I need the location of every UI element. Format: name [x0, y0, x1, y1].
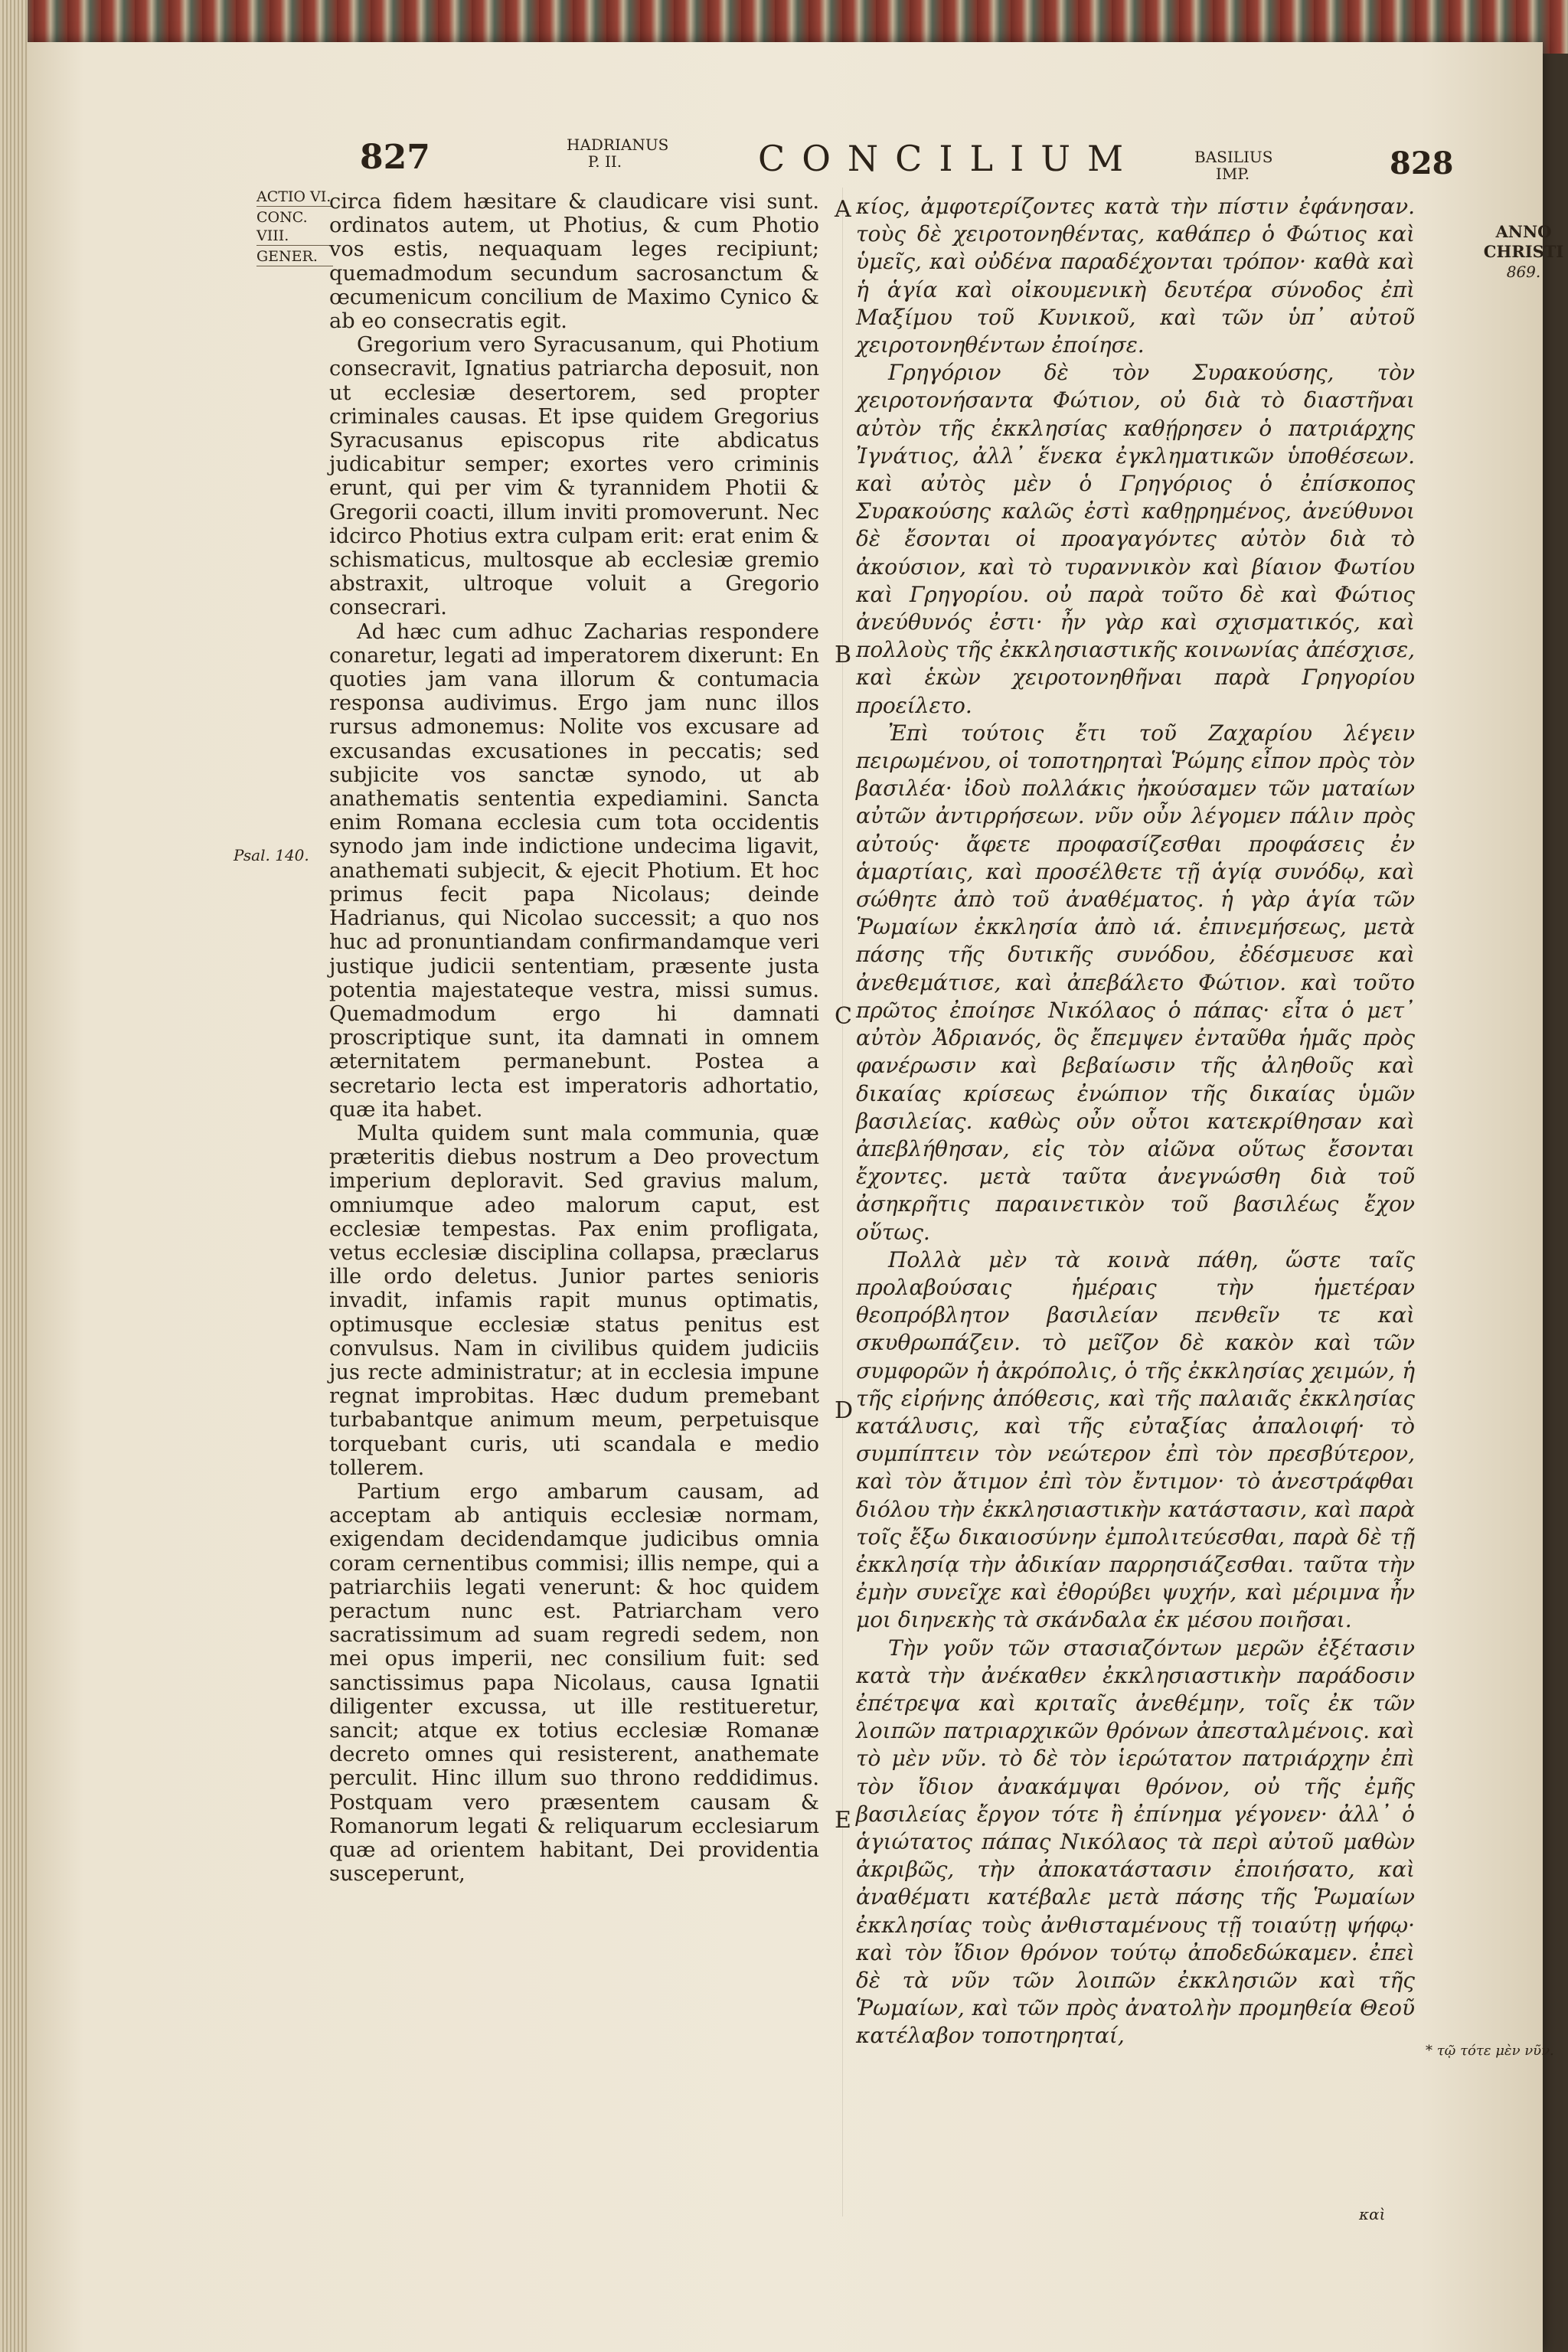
- margin-gener: GENER.: [256, 247, 333, 266]
- right-margin-variant-note: * τῷ τότε μὲν νῦν.: [1426, 2043, 1554, 2059]
- greek-paragraph: Πολλὰ μὲν τὰ κοινὰ πάθη, ὥστε ταῖς προλαβούσαις ἡμέραις τὴν ἡμετέραν θεοπρόβλητον βασιλείαν πενθεῖν τε καὶ σκυθρωπάζειν. τὸ μεῖζον δὲ κακὸν καὶ τῶν συμφορῶν ἡ ἀκρόπολις, ὁ τῆς ἐκκλησίας χειμών, ἡ τῆς εἰρήνης ἀπόθεσις, καὶ τῆς παλαιᾶς ἐκκλησίας κατάλυσις, καὶ τῆς εὐταξίας ἀπαλοιφή· τὸ συμπίπτειν τὸν νεώτερον ἐπὶ τὸν πρεσβύτερον, καὶ τὸν ἄτιμον ἐπὶ τὸν ἔντιμον· τὸ ἀνεστράφθαι διόλου τὴν ἐκκλησιαστικὴν κατάστασιν, καὶ παρὰ τοῖς ἔξω δικαιοσύνην ἐμπολιτεύεσθαι, παρὰ δὲ τῇ ἐκκλησίᾳ τὴν ἀδικίαν παρρησιάζεσθαι. ταῦτα τὴν ἐμὴν συνεῖχε καὶ ἐθορύβει ψυχήν, καὶ μέριμνα ἦν μοι διηνεκὴς τὰ σκάνδαλα ἐκ μέσου ποιῆσαι.: [856, 1246, 1415, 1633]
- page-edges: [0, 0, 28, 2352]
- greek-paragraph: Τὴν γοῦν τῶν στασιαζόντων μερῶν ἐξέτασιν κατὰ τὴν ἀνέκαθεν ἐκκλησιαστικὴν παράδοσιν ἐπέτρεψα καὶ κριταῖς ἀνεθέμην, τοῖς ἐκ τῶν λοιπῶν πατριαρχικῶν θρόνων ἀπεσταλμένοις. καὶ τὸ μὲν νῦν. τὸ δὲ τὸν ἱερώτατον πατριάρχην ἐπὶ τὸν ἴδιον ἀνακάμψαι θρόνον, οὐ τῆς ἐμῆς βασιλείας ἔργον τότε ἢ ἐπίνημα γέγονεν· ἀλλ᾽ ὁ ἁγιώτατος πάπας Νικόλαος τὰ περὶ αὐτοῦ μαθὼν ἀκριβῶς, τὴν ἀποκατάστασιν ἐποιήσατο, καὶ ἀναθέματι κατέβαλε μετὰ πάσης τῆς Ῥωμαίων ἐκκλησίας τοὺς ἀνθισταμένους τῇ τοιαύτῃ ψήφῳ· καὶ τὸν ἴδιον θρόνον τούτῳ ἀποδεδώκαμεν. ἐπεὶ δὲ τὰ νῦν τῶν λοιπῶν ἐκκλησιῶν καὶ τῆς Ῥωμαίων, καὶ τῶν πρὸς ἀνατολὴν προμηθεία Θεοῦ κατέλαβον τοποτηρηταί,: [856, 1635, 1415, 2049]
- psalm-reference: Psal. 140.: [234, 846, 309, 864]
- section-marker-e: E: [835, 1807, 851, 1834]
- running-head-right: BASILIUS IMP.: [1194, 148, 1273, 183]
- latin-paragraph: Ad hæc cum adhuc Zacharias respondere conaretur, legati ad imperatorem dixerunt: En quoties jam vana illorum & contumacia responsa audivimus. Ergo jam nunc illos rursus admonemus: Nolite vos excusare ad excusandas excusationes in peccatis; sed subjicite vos sanctæ synodo, ut ab anathematis sententia expediamini. Sancta enim Romana ecclesia cum tota occidentis synodo jam inde indictione undecima ligavit, anathemati subjecit, & ejecit Photium. Et hoc primus fecit papa Nicolaus; deinde Hadrianus, qui Nicolao successit; a quo nos huc ad pronuntiandam confirmandamque veri justique judicii sententiam, præsente justa potentia majestateque vestra, missi sumus. Quemadmodum ergo hi damnati proscriptique sunt, ita damnati in omnem æternitatem permanebunt. Postea a secretario lecta est imperatoris adhortatio, quæ ita habet.: [329, 619, 819, 1122]
- page-number-right: 828: [1390, 145, 1454, 181]
- section-marker-a: A: [835, 196, 851, 223]
- page-number-left: 827: [360, 138, 430, 177]
- latin-paragraph: Partium ergo ambarum causam, ad acceptam ab antiquis ecclesiæ normam, exigendam decidendamque judicibus omnia coram cernentibus commisi; illis nempe, qui a patriarchiis legati venerunt: & hoc quidem peractum nunc est. Patriarcham vero sacratissimum ad suam regredi sedem, non mei opus imperii, nec consilium fuit: sed sanctissimus papa Nicolaus, causa Ignatii diligenter excussa, ut ille restitueretur, sancit; atque ex totius ecclesiæ Romanæ decreto omnes qui resisterent, anathemate perculit. Hinc illum suo throno reddidimus. Postquam vero præsentem causam & Romanorum legati & reliquarum ecclesiarum quæ ad orientem habitant, Dei providentia susceperunt,: [329, 1479, 819, 1886]
- anno-label: ANNO CHRISTI: [1483, 222, 1564, 261]
- section-marker-b: B: [835, 642, 852, 668]
- section-marker-d: D: [835, 1397, 854, 1424]
- latin-paragraph: circa fidem hæsitare & claudicare visi sunt. ordinatos autem, ut Photius, & cum Photio vos estis, nequaquam leges recipiunt; quemadmodum secundum sacrosanctum & œcumenicum concilium de Maximo Cynico & ab eo consecratis egit.: [329, 190, 819, 334]
- greek-paragraph: κίος, ἀμφοτερίζοντες κατὰ τὴν πίστιν ἐφάνησαν. τοὺς δὲ χειροτονηθέντας, καθάπερ ὁ Φώτιος καὶ ὑμεῖς, καὶ οὐδένα παραδέχονται τρόπον· καθὰ καὶ ἡ ἁγία καὶ οἰκουμενικὴ δευτέρα σύνοδος ἐπὶ Μαξίμου τοῦ Κυνικοῦ, καὶ τῶν ὑπ᾽ αὐτοῦ χειροτονηθέντων ἐποίησε.: [856, 194, 1415, 358]
- latin-paragraph: Gregorium vero Syracusanum, qui Photium consecravit, Ignatius patriarcha deposuit, non ut ecclesiæ desertorem, sed propter criminales causas. Et ipse quidem Gregorius Syracusanus episcopus rite abdicatus judicabitur semper; exortes vero criminis erunt, qui per vim & tyrannidem Photii & Gregorii coacti, illum inviti promoverunt. Nec idcirco Photius extra culpam erit: erat enim & schismaticus, multosque ab ecclesiæ gremio abstraxit, ultroque voluit a Gregorio consecrari.: [329, 333, 819, 620]
- latin-paragraph: Multa quidem sunt mala communia, quæ præteritis diebus nostrum a Deo provectum imperium deploravit. Sed gravius malum, omniumque adeo malorum caput, est ecclesiæ tempestas. Pax enim profligata, vetus ecclesiæ disciplina collapsa, præclarus ille ordo deletus. Junior partes senioris invadit, infamis rapit munus optimatis, optimusque ecclesiæ status penitus est convulsus. Nam in civilibus quidem judiciis jus recte administratur; at in ecclesia impune regnat improbitas. Hæc dudum premebant turbabantque animum meum, perpetuisque torquebant curis, uti scandala e medio tollerem.: [329, 1121, 819, 1480]
- column-divider: [842, 188, 843, 2216]
- greek-paragraph: Ἐπὶ τούτοις ἔτι τοῦ Ζαχαρίου λέγειν πειρωμένου, οἱ τοποτηρηταὶ Ῥώμης εἶπον πρὸς τὸν βασιλέα· ἰδοὺ πολλάκις ἠκούσαμεν τῶν ματαίων αὐτῶν ἀντιρρήσεων. νῦν οὖν λέγομεν πάλιν πρὸς αὐτούς· ἄφετε προφασίζεσθαι προφάσεις ἐν ἁμαρτίαις, καὶ προσέλθετε τῇ ἁγίᾳ συνόδῳ, καὶ σώθητε ἀπὸ τοῦ ἀναθέματος. ἡ γὰρ ἁγία τῶν Ῥωμαίων ἐκκλησία ἀπὸ ιά. ἐπινεμήσεως, μετὰ πάσης τῆς δυτικῆς συνόδου, ἐδέσμευσε καὶ ἀνεθεμάτισε, καὶ ἀπεβάλετο Φώτιον. καὶ τοῦτο πρῶτος ἐποίησε Νικόλαος ὁ πάπας· εἶτα ὁ μετ᾽ αὐτὸν Ἀδριανός, ὃς ἔπεμψεν ἐνταῦθα ἡμᾶς πρὸς φανέρωσιν καὶ βεβαίωσιν τῆς ἀληθοῦς καὶ δικαίας κρίσεως ἐνώπιον τῆς δικαίας ὑμῶν βασιλείας. καθὼς οὖν οὗτοι κατεκρίθησαν καὶ ἀπεβλήθησαν, εἰς τὸν αἰῶνα οὕτως ἔσονται ἔχοντες. μετὰ ταῦτα ἀνεγνώσθη διὰ τοῦ ἀσηκρῆτις παραινετικὸν τοῦ βασιλέως ἔχον οὕτως.: [856, 720, 1415, 1245]
- anno-year: 869.: [1506, 263, 1541, 281]
- greek-column: [856, 193, 1415, 2050]
- left-margin-note: [256, 188, 333, 268]
- margin-actio: ACTIO VI.: [256, 188, 333, 207]
- latin-column: [329, 190, 819, 1886]
- catchword: καὶ: [1359, 2205, 1386, 2223]
- section-marker-c: C: [835, 1003, 852, 1030]
- anno-christi-note: [1481, 222, 1566, 282]
- running-title: CONCILIUM: [758, 138, 1141, 179]
- margin-conc: CONC. VIII.: [256, 208, 333, 246]
- greek-paragraph: Γρηγόριον δὲ τὸν Συρακούσης, τὸν χειροτονήσαντα Φώτιον, οὐ διὰ τὸ διαστῆναι αὐτὸν τῆς ἐκκλησίας καθῄρησεν ὁ πατριάρχης Ἰγνάτιος, ἀλλ᾽ ἕνεκα ἐγκληματικῶν ὑποθέσεων. καὶ αὐτὸς μὲν ὁ Γρηγόριος ὁ ἐπίσκοπος Συρακούσης καλῶς ἐστὶ καθῃρημένος, ἀνεύθυνοι δὲ ἔσονται οἱ προαγαγόντες αὐτὸν διὰ τὸ ἀκούσιον, καὶ τὸ τυραννικὸν καὶ βίαιον Φωτίου καὶ Γρηγορίου. οὐ παρὰ τοῦτο δὲ καὶ Φώτιος ἀνεύθυνός ἐστι· ἦν γὰρ καὶ σχισματικός, καὶ πολλοὺς τῆς ἐκκλησιαστικῆς κοινωνίας ἀπέσχισε, καὶ ἑκὼν χειροτονηθῆναι παρὰ Γρηγορίου προείλετο.: [856, 360, 1415, 718]
- running-head-left: HADRIANUS P. II.: [567, 136, 669, 171]
- page-header: [0, 130, 1568, 199]
